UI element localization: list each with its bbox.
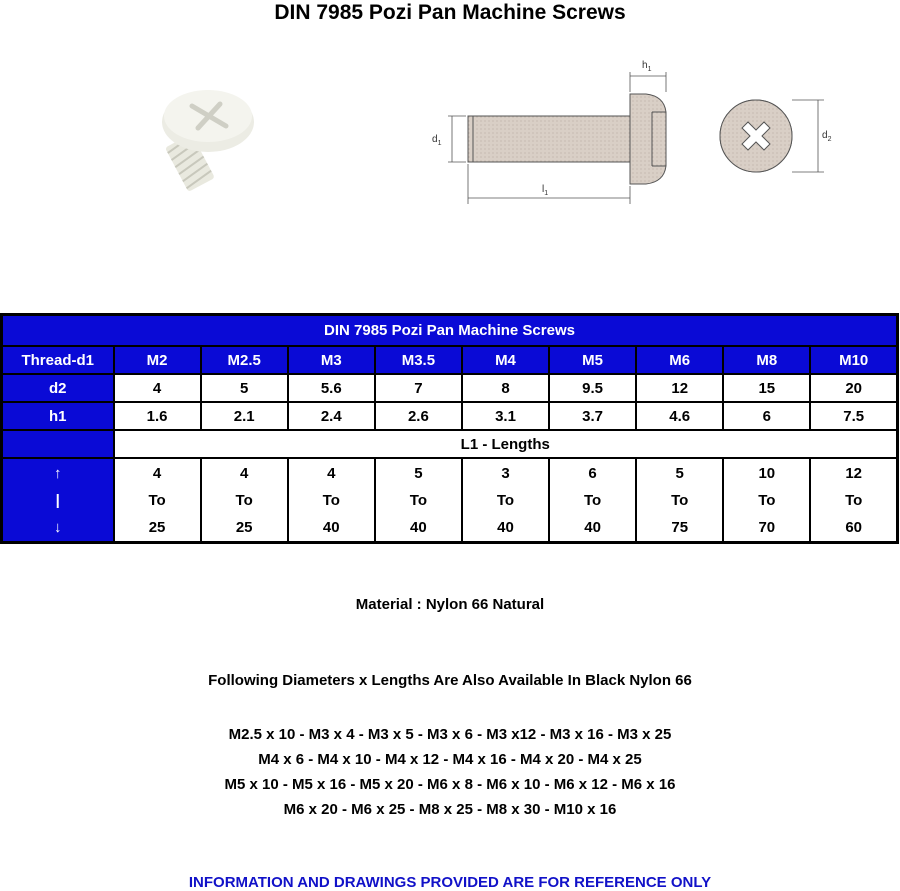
d2-cell: 15 xyxy=(723,374,810,402)
h1-cell: 4.6 xyxy=(636,402,723,430)
d2-cell: 7 xyxy=(375,374,462,402)
to-label: To xyxy=(322,491,340,509)
d1-label: $d_1$ xyxy=(432,134,442,147)
to-label: To xyxy=(235,491,253,509)
h1-label: $h_1$ xyxy=(642,60,652,73)
length-max: 25 xyxy=(148,518,166,536)
d2-cell: 20 xyxy=(810,374,897,402)
to-label: To xyxy=(148,491,166,509)
thread-cell: M8 xyxy=(723,346,810,374)
range-arrows xyxy=(2,458,114,543)
length-max: 60 xyxy=(845,518,863,536)
length-max: 40 xyxy=(322,518,340,536)
to-label: To xyxy=(409,491,427,509)
length-max: 40 xyxy=(410,518,427,536)
length-max: 40 xyxy=(497,518,514,536)
to-label: To xyxy=(671,491,689,509)
length-max: 70 xyxy=(758,518,776,536)
h1-cell: 3.1 xyxy=(462,402,549,430)
lengths-blank-cell xyxy=(2,430,114,458)
length-min: 4 xyxy=(152,464,162,482)
d2-cell: 4 xyxy=(114,374,201,402)
d2-cell: 8 xyxy=(462,374,549,402)
thread-cell: M3.5 xyxy=(375,346,462,374)
to-label: To xyxy=(583,491,602,509)
thread-cell: M10 xyxy=(810,346,897,374)
h1-cell: 3.7 xyxy=(549,402,636,430)
d2-cell: 12 xyxy=(636,374,723,402)
length-range-cell xyxy=(375,458,462,543)
d2-cell: 9.5 xyxy=(549,374,636,402)
length-range-cell xyxy=(723,458,810,543)
length-max: 75 xyxy=(671,518,689,536)
length-range-cell xyxy=(201,458,288,543)
length-min: 5 xyxy=(675,464,684,482)
thread-cell: M2.5 xyxy=(201,346,288,374)
reference-disclaimer: INFORMATION AND DRAWINGS PROVIDED ARE FOR REFERENCE ONLY xyxy=(188,874,712,891)
thread-cell: M6 xyxy=(636,346,723,374)
length-range-cell xyxy=(549,458,636,543)
to-label: To xyxy=(845,491,863,509)
arrow-down-icon: ↓ xyxy=(54,518,62,536)
black-nylon-heading: Following Diameters x Lengths Are Also Available In Black Nylon 66 xyxy=(208,672,692,689)
h1-cell: 1.6 xyxy=(114,402,201,430)
lengths-range-row xyxy=(2,458,898,543)
arrow-line-icon: | xyxy=(55,491,60,509)
h1-cell: 7.5 xyxy=(810,402,897,430)
lengths-header-row xyxy=(2,430,898,458)
thread-cell: M3 xyxy=(288,346,375,374)
h1-cell: 6 xyxy=(723,402,810,430)
length-range-cell xyxy=(636,458,723,543)
sizes-line: M6 x 20 - M6 x 25 - M8 x 25 - M8 x 30 - M10 x 16 xyxy=(283,801,617,818)
thread-row-label: Thread-d1 xyxy=(2,346,114,374)
table-caption: DIN 7985 Pozi Pan Machine Screws xyxy=(2,315,898,347)
top-view-drawing xyxy=(712,92,842,192)
d2-row xyxy=(2,374,898,402)
length-min: 6 xyxy=(588,464,597,482)
thread-cell: M5 xyxy=(549,346,636,374)
length-min: 3 xyxy=(501,464,510,482)
spec-table xyxy=(0,313,899,544)
d2-row-label: d2 xyxy=(2,374,114,402)
length-max: 25 xyxy=(235,518,253,536)
length-range-cell xyxy=(810,458,897,543)
length-min: 4 xyxy=(239,464,249,482)
to-label: To xyxy=(758,491,776,509)
sizes-line: M5 x 10 - M5 x 16 - M5 x 20 - M6 x 8 - M6 x 10 - M6 x 12 - M6 x 16 xyxy=(224,776,676,793)
material-note: Material : Nylon 66 Natural xyxy=(355,596,545,613)
d2-cell: 5.6 xyxy=(288,374,375,402)
length-min: 12 xyxy=(845,464,863,482)
d2-label: $d_2$ xyxy=(822,130,832,143)
lengths-label: L1 - Lengths xyxy=(114,430,898,458)
thread-cell: M4 xyxy=(462,346,549,374)
black-sizes-list xyxy=(0,722,900,822)
h1-cell: 2.4 xyxy=(288,402,375,430)
h1-row xyxy=(2,402,898,430)
length-range-cell xyxy=(288,458,375,543)
h1-cell: 2.1 xyxy=(201,402,288,430)
length-range-cell xyxy=(462,458,549,543)
h1-row-label: h1 xyxy=(2,402,114,430)
sizes-line: M4 x 6 - M4 x 10 - M4 x 12 - M4 x 16 - M4 x 20 - M4 x 25 xyxy=(258,751,642,768)
arrow-up-icon: ↑ xyxy=(54,464,62,482)
thread-cell: M2 xyxy=(114,346,201,374)
length-min: 5 xyxy=(414,464,423,482)
d2-cell: 5 xyxy=(201,374,288,402)
page-title: DIN 7985 Pozi Pan Machine Screws xyxy=(274,1,626,24)
thread-header-row xyxy=(2,346,898,374)
sizes-line: M2.5 x 10 - M3 x 4 - M3 x 5 - M3 x 6 - M3 x12 - M3 x 16 - M3 x 25 xyxy=(228,726,672,743)
length-range-cell xyxy=(114,458,201,543)
l1-label: $l_1$ xyxy=(542,184,549,197)
length-min: 4 xyxy=(327,464,336,482)
screw-photo xyxy=(130,78,260,198)
length-min: 10 xyxy=(758,464,776,482)
h1-cell: 2.6 xyxy=(375,402,462,430)
side-view-drawing xyxy=(420,52,680,212)
length-max: 40 xyxy=(584,518,601,536)
to-label: To xyxy=(496,491,515,509)
